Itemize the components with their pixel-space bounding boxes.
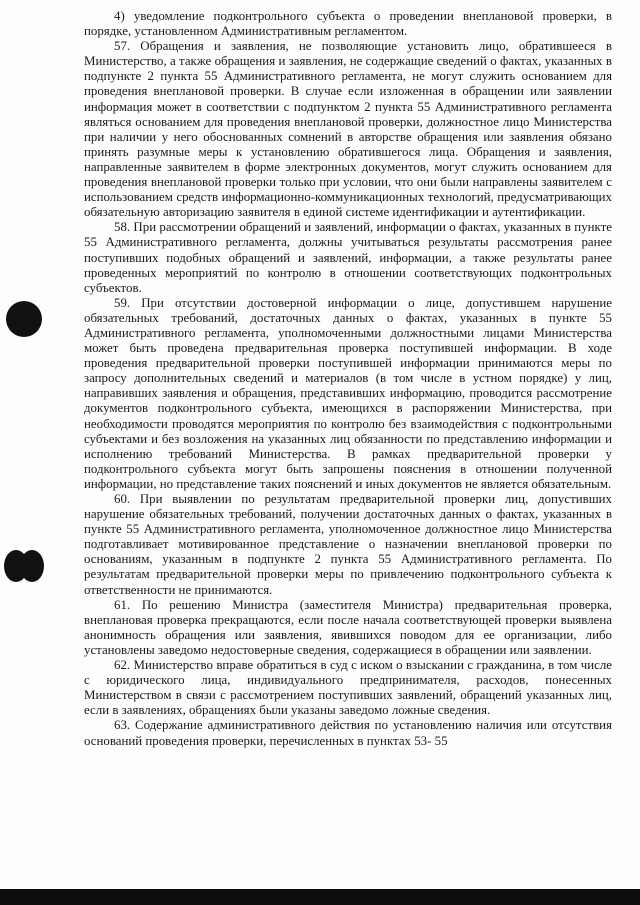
paragraph-58: 58. При рассмотрении обращений и заявлений, информации о фактах, указанных в пункте 55 Административного регламента, должны учитываться результаты рассмотрения ранее поступивших подобных обращений и заявлений, информации, а также результаты ранее проведенных мероприятий по контролю в отношении соответствующих подконтрольных субъектов. [84, 220, 612, 295]
paragraph-62: 62. Министерство вправе обратиться в суд с иском о взыскании с гражданина, в том числе с юридического лица, индивидуального предпринимателя, расходов, понесенных Министерством в связи с рассмотрением поступивших заявлений, обращений указанных лиц, если в заявлениях, обращениях были указаны заведомо ложные сведения. [84, 658, 612, 718]
paragraph-item-4: 4) уведомление подконтрольного субъекта о проведении внеплановой проверки, в порядке, установленном Административным регламентом. [84, 9, 612, 39]
punch-hole-mark [20, 550, 44, 582]
paragraph-60: 60. При выявлении по результатам предварительной проверки лиц, допустивших нарушение обязательных требований, получении достаточных данных о фактах, указанных в пункте 55 Административного регламента, уполномоченное должностное лицо Министерства подготавливает мотивированное представление о назначении внеплановой проверки по основаниям, указанным в подпункте 2 пункта 55 Административного регламента. По результатам предварительной проверки меры по привлечению подконтрольного субъекта к ответственности не принимаются. [84, 492, 612, 597]
paragraph-57: 57. Обращения и заявления, не позволяющие установить лицо, обратившееся в Министерство, а также обращения и заявления, не содержащие сведений о фактах, указанных в подпункте 2 пункта 55 Административного регламента, не могут служить основанием для проведения внеплановой проверки. В случае если изложенная в обращении или заявлении информация может в соответствии с подпунктом 2 пункта 55 Административного регламента являться основанием для проведения внеплановой проверки, должностное лицо Министерства при наличии у него обоснованных сомнений в авторстве обращения или заявления обязано принять разумные меры к установлению обратившегося лица. Обращения и заявления, направленные заявителем в форме электронных документов, могут служить основанием для проведения внеплановой проверки только при условии, что они были направлены заявителем с использованием средств информационно-коммуникационных технологий, предусматривающих обязательную авторизацию заявителя в единой системе идентификации и аутентификации. [84, 39, 612, 220]
punch-hole-mark [6, 301, 42, 337]
document-body [84, 9, 612, 749]
paragraph-63: 63. Содержание административного действия по установлению наличия или отсутствия оснований проведения проверки, перечисленных в пунктах 53- 55 [84, 718, 612, 748]
scan-bottom-edge [0, 889, 640, 905]
paragraph-59: 59. При отсутствии достоверной информации о лице, допустившем нарушение обязательных требований, достаточных данных о фактах, указанных в пункте 55 Административного регламента, уполномоченными должностными лицами Министерства может быть проведена предварительная проверка поступившей информации. В ходе проведения предварительной проверки поступившей информации принимаются меры по запросу дополнительных сведений и материалов (в том числе в устном порядке) у лиц, направивших заявления и обращения, представивших информацию, проводится рассмотрение документов подконтрольного субъекта, имеющихся в распоряжении Министерства, при необходимости проводятся мероприятия по контролю без взаимодействия с подконтрольными субъектами и без возложения на указанных лиц обязанности по представлению информации и исполнению требований Министерства. В рамках предварительной проверки у подконтрольного субъекта могут быть запрошены пояснения в отношении полученной информации, но представление таких пояснений и иных документов не является обязательным. [84, 295, 612, 491]
paragraph-61: 61. По решению Министра (заместителя Министра) предварительная проверка, внеплановая проверка прекращаются, если после начала соответствующей проверки выявлена анонимность обращения или заявления, явившихся поводом для ее организации, либо установлены заведомо недостоверные сведения, содержащиеся в обращении или заявлении. [84, 597, 612, 657]
